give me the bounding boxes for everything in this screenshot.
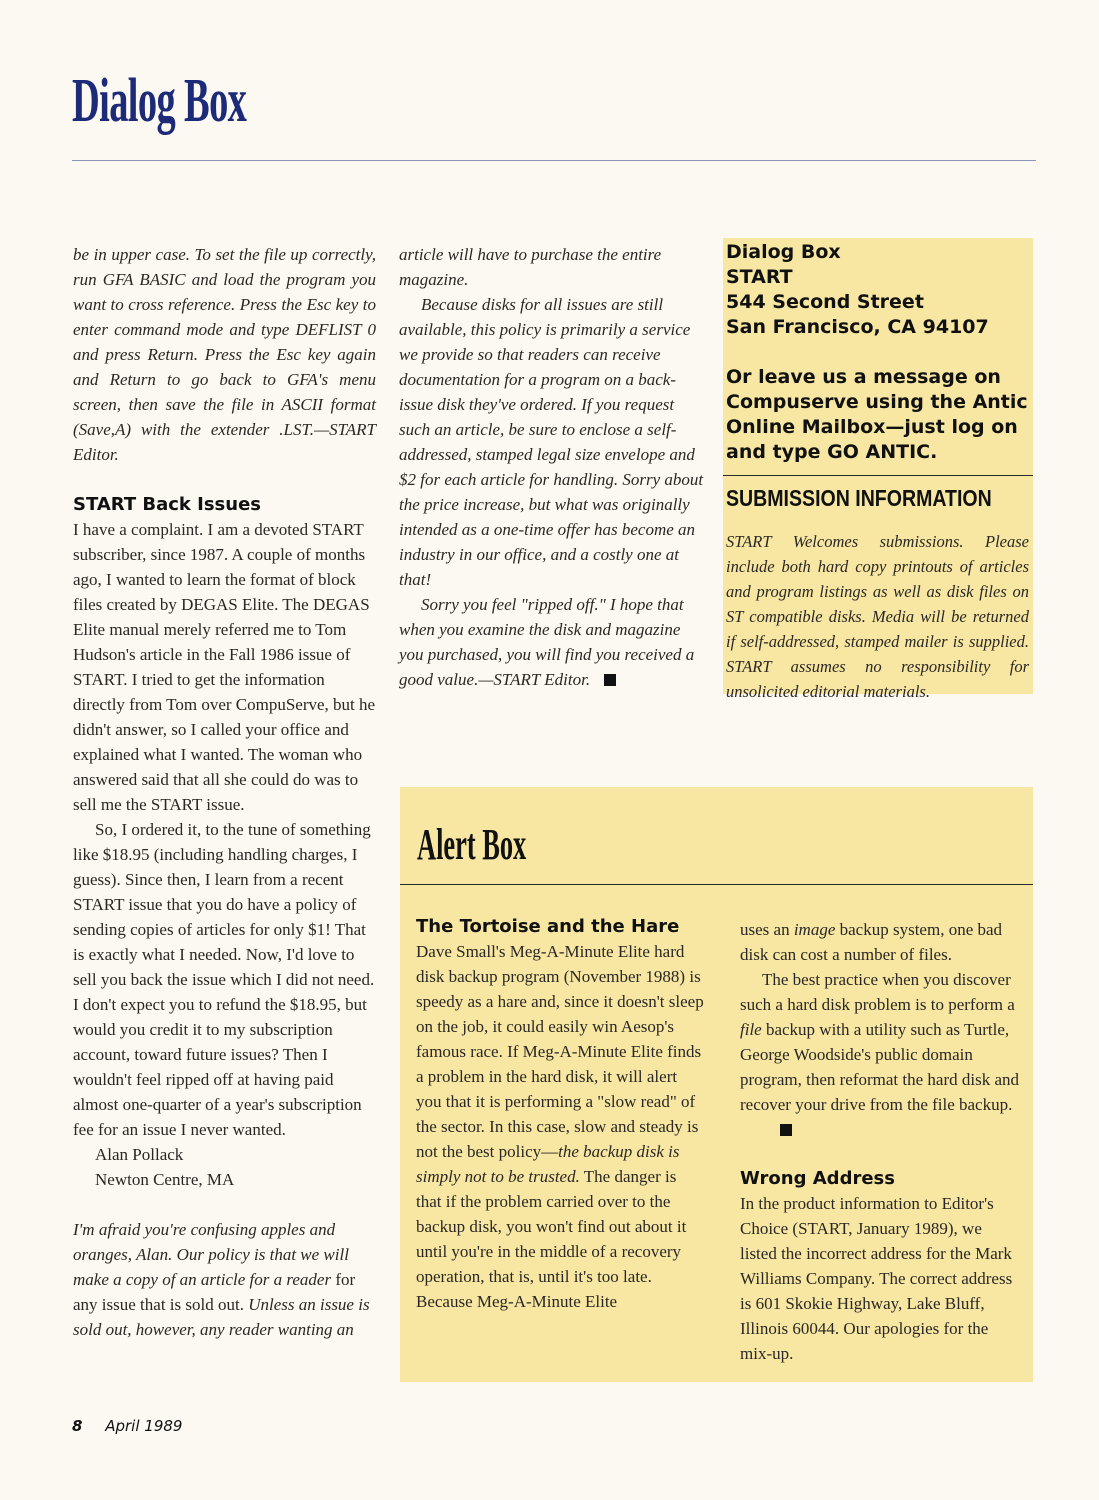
practice-text-a: The best practice when you discover such a hard disk problem is to perform a xyxy=(740,970,1015,1014)
end-mark-icon xyxy=(780,1124,792,1136)
practice-text-c: backup with a utility such as Turtle, George Woodside's public domain program, then reformat the hard disk and recover your drive from the file backup. xyxy=(740,1020,1019,1114)
alert-divider xyxy=(400,884,1033,885)
tortoise-heading: The Tortoise and the Hare xyxy=(416,916,680,937)
signature-name: Alan Pollack xyxy=(95,1145,184,1164)
back-issues-heading: START Back Issues xyxy=(73,494,262,515)
cont-text-c: backup system, one bad disk can cost a number of files. xyxy=(740,920,1003,964)
alert-column-left xyxy=(416,915,706,1314)
tortoise-paragraph xyxy=(416,939,706,1314)
address-line-2: START xyxy=(726,266,793,288)
column-middle xyxy=(399,242,705,692)
reply-continued: article will have to purchase the entire magazine. xyxy=(399,245,662,289)
reply-policy: Because disks for all issues are still available, this policy is primarily a service we provide so that readers can receive documentation for a program on a back-issue disk they've ordered. If you request such an article, be sure to enclose a self-addressed, stamped legal size envelope and $2 for each article for handling. Sorry about the price increase, but what was originally intended as a one-time offer has become an industry in our office, and a costly one at that! xyxy=(399,295,704,589)
tortoise-continued xyxy=(740,917,1022,967)
reply-closing-text: Sorry you feel "ripped off." I hope that when you examine the disk and magazine you purchased, you will find you received a good value.—START Editor. xyxy=(399,595,695,689)
column-left xyxy=(73,242,376,1342)
practice-text-b: file xyxy=(740,1020,762,1039)
tortoise-text-c: The danger is that if the problem carried over to the backup disk, you won't find out about it until you're in the middle of a recovery operation, that is, until it's too late. Because Meg-A-Minute Elite xyxy=(416,1167,687,1311)
online-message xyxy=(726,365,1029,465)
header-divider xyxy=(72,160,1036,161)
alert-box xyxy=(400,787,1033,1382)
wrong-address-paragraph: In the product information to Editor's Choice (START, January 1989), we listed the incorrect address for the Mark Williams Company. The correct address is 601 Skokie Highway, Lake Bluff, Illinois 60044. Our apologies for the mix-up. xyxy=(740,1194,1013,1363)
letter-paragraph-1: I have a complaint. I am a devoted START subscriber, since 1987. A couple of months ago, I wanted to learn the format of block files created by DEGAS Elite. The DEGAS Elite manual merely referred me to Tom Hudson's article in the Fall 1986 issue of START. I tried to get the information directly from Tom over CompuServe, but he didn't answer, so I called your office and explained what I wanted. The woman who answered said that all she could do was to sell me the START issue. xyxy=(73,520,376,814)
submission-text: START Welcomes submissions. Please include both hard copy printouts of articles and program listings as well as disk files on ST compatible disks. Media will be returned if self-addressed, stamped mailer is supplied. START assumes no responsibility for unsolicited editorial materials. xyxy=(726,531,1029,701)
address-line-4: San Francisco, CA 94107 xyxy=(726,316,989,338)
alert-box-title: Alert Box xyxy=(417,820,527,869)
letter-paragraph-2: So, I ordered it, to the tune of something like $18.95 (including handling charges, I guess). Since then, I learn from a recent START issue that you do have a policy of sending copies of articles for only $1! That is exactly what I needed. Now, I'd love to sell you back the issue which I did not need. I don't expect you to refund the $18.95, but would you credit it to my subscription account, toward future issues? Then I wouldn't feel ripped off at having paid almost one-quarter of a year's subscription fee for an issue I never wanted. xyxy=(73,820,375,1139)
page-title: Dialog Box xyxy=(72,67,247,135)
contact-divider xyxy=(723,475,1033,476)
reply-part-a: I'm afraid you're confusing apples and oranges, Alan. Our policy is that we will make a copy of an article for a reader xyxy=(73,1220,349,1289)
reply-closing xyxy=(399,592,705,692)
reply-part-b: for any issue that is sold out. xyxy=(73,1270,356,1314)
contact-box xyxy=(723,238,1033,701)
cont-text-b: image xyxy=(793,920,836,939)
tortoise-text-b: the backup disk is simply not to be trusted. xyxy=(416,1142,680,1186)
alert-column-right xyxy=(740,917,1022,1366)
reply-part-c: Unless an issue is sold out, however, any reader wanting an xyxy=(73,1295,370,1339)
wrong-address-heading: Wrong Address xyxy=(740,1168,895,1189)
signature-place: Newton Centre, MA xyxy=(95,1170,235,1189)
editor-reply xyxy=(73,1217,376,1342)
submission-heading: SUBMISSION INFORMATION xyxy=(726,485,992,511)
address-line-1: Dialog Box xyxy=(726,241,841,263)
address-line-3: 544 Second Street xyxy=(726,291,924,313)
issue-date: April 1989 xyxy=(105,1417,183,1435)
intro-paragraph: be in upper case. To set the file up correctly, run GFA BASIC and load the program you want to cross reference. Press the Esc key to enter command mode and type DEFLIST 0 and press Return. Press the Esc key again and Return to go back to GFA's menu screen, then save the file in ASCII format (Save,A) with the extender .LST.—START Editor. xyxy=(73,245,376,464)
online-command: GO ANTIC. xyxy=(827,441,938,463)
page-number: 8 xyxy=(72,1417,83,1435)
page-footer xyxy=(72,1417,182,1435)
practice-paragraph xyxy=(740,967,1022,1142)
end-mark-icon xyxy=(604,674,616,686)
cont-text-a: uses an xyxy=(740,920,794,939)
online-message-text: Or leave us a message on Compuserve using the Antic Online Mailbox—just log on and type xyxy=(726,366,1028,463)
tortoise-text-a: Dave Small's Meg-A-Minute Elite hard disk backup program (November 1988) is speedy as a hare and, since it doesn't sleep on the job, it could easily win Aesop's famous race. If Meg-A-Minute Elite finds a problem in the hard disk, it will alert you that it is performing a "slow read" of the sector. In this case, slow and steady is not the best policy— xyxy=(416,942,704,1161)
